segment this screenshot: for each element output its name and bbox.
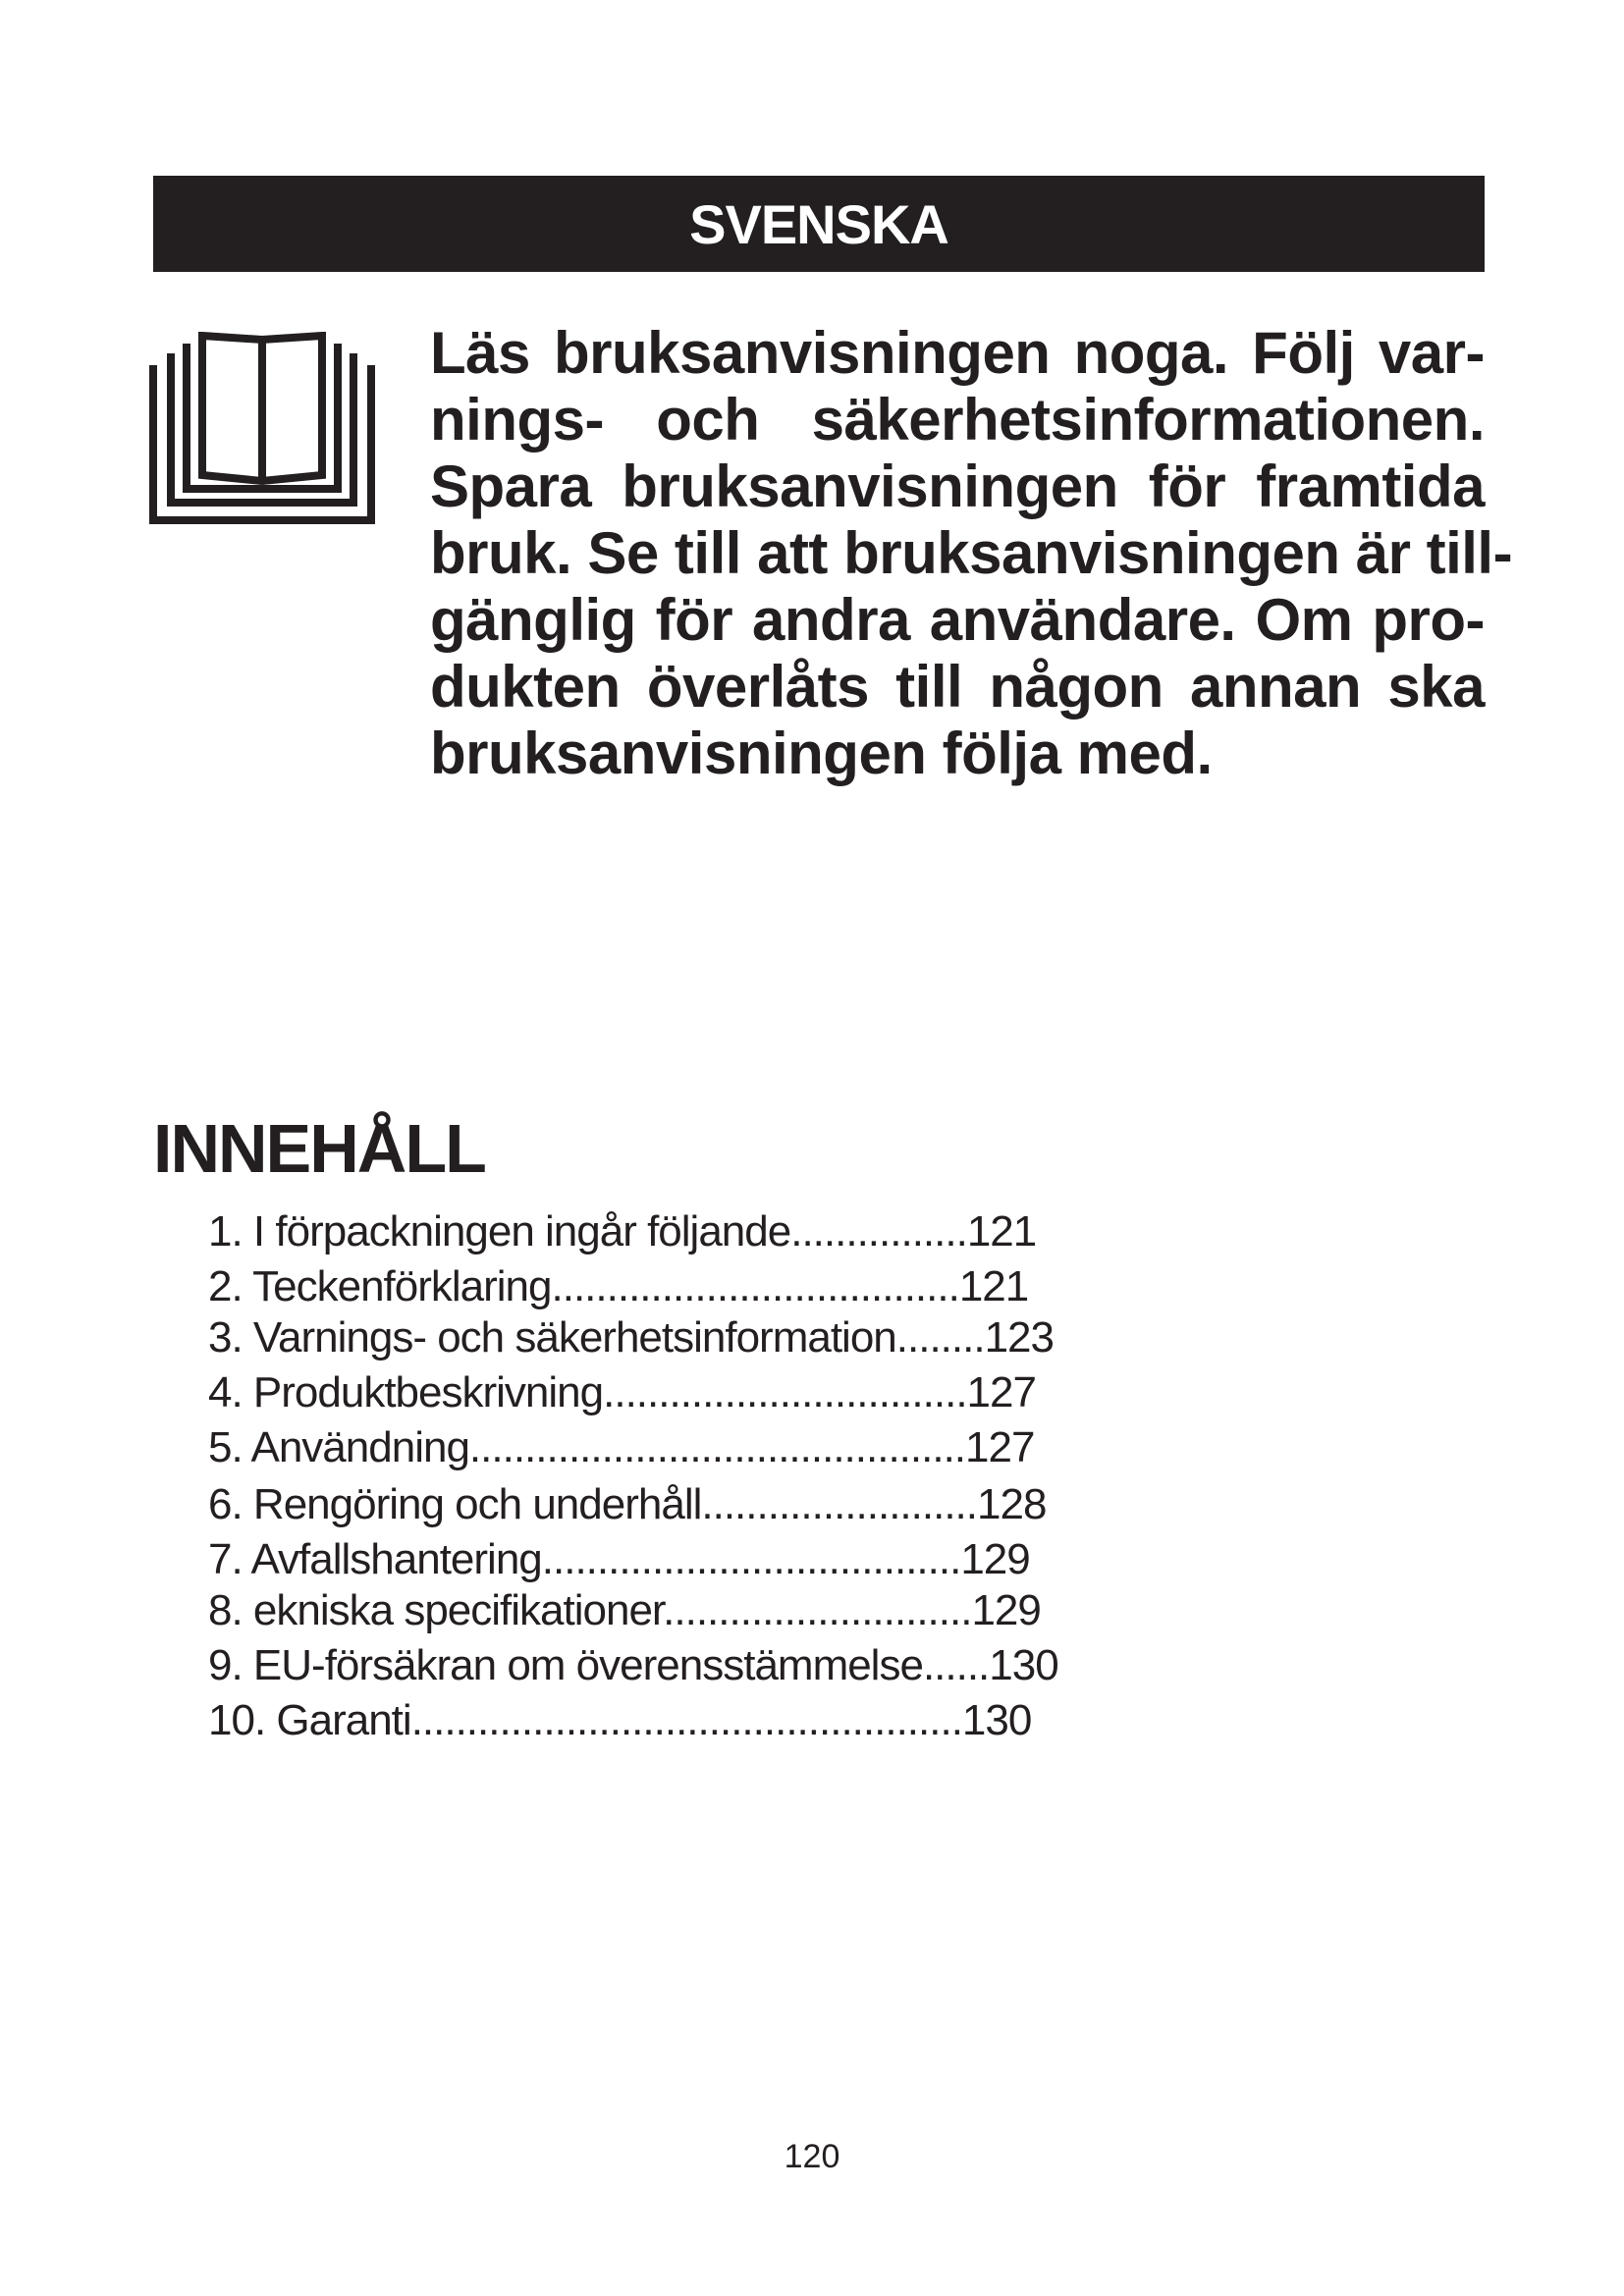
toc-entry-page: 130 <box>989 1641 1058 1689</box>
toc-entry[interactable] <box>208 1262 1028 1311</box>
language-header-label: SVENSKA <box>689 192 948 255</box>
toc-entry-label: 7. Avfallshantering <box>208 1535 542 1583</box>
toc-entry[interactable] <box>208 1368 1036 1417</box>
intro-line: nings- och säkerhetsinformationen. <box>430 387 1485 453</box>
toc-entry-label: 9. EU-försäkran om överensstämmelse <box>208 1641 923 1689</box>
toc-entry-label: 8. ekniska specifikationer <box>208 1586 664 1634</box>
toc-entry-leader: ..................................... <box>551 1262 959 1310</box>
toc-entry[interactable] <box>208 1696 1031 1745</box>
intro-line: dukten överlåts till någon annan ska <box>430 654 1485 720</box>
toc-entry-page: 123 <box>984 1313 1054 1362</box>
intro-line: bruk. Se till att bruksanvisningen är till- <box>430 520 1513 586</box>
toc-entry-label: 10. Garanti <box>208 1696 411 1744</box>
toc-entry-page: 121 <box>966 1207 1037 1255</box>
toc-entry[interactable] <box>208 1423 1034 1472</box>
toc-entry-label: 3. Varnings- och säkerhetsinformation <box>208 1313 896 1362</box>
toc-entry-label: 1. I förpackningen ingår följande <box>208 1207 791 1255</box>
toc-entry[interactable] <box>208 1535 1030 1584</box>
toc-entry-leader: ...... <box>922 1641 990 1689</box>
intro-line: Läs bruksanvisningen noga. Följ var- <box>430 320 1485 386</box>
toc-title: INNEHÅLL <box>153 1110 485 1187</box>
language-header <box>153 176 1485 272</box>
toc-entry-leader: ......................... <box>701 1480 977 1528</box>
toc-entry-page: 129 <box>971 1586 1041 1634</box>
toc-entry-leader: ................ <box>790 1207 967 1255</box>
toc-entry-leader: ................................. <box>603 1368 967 1416</box>
toc-entry-label: 6. Rengöring och underhåll <box>208 1480 702 1528</box>
toc-entry-page: 127 <box>965 1423 1035 1471</box>
open-book-icon <box>149 332 375 524</box>
intro-line: gänglig för andra användare. Om pro- <box>430 587 1485 653</box>
page-number: 120 <box>784 2138 840 2175</box>
toc-entry-label: 4. Produktbeskrivning <box>208 1368 604 1416</box>
toc-entry[interactable] <box>208 1641 1058 1690</box>
toc-entry-label: 2. Teckenförklaring <box>208 1262 552 1310</box>
toc-entry[interactable] <box>208 1313 1054 1362</box>
toc-entry-label: 5. Användning <box>208 1423 469 1471</box>
toc-entry-page: 128 <box>977 1480 1047 1528</box>
toc-entry[interactable] <box>208 1586 1041 1635</box>
toc-entry-page: 127 <box>966 1368 1036 1416</box>
toc-entry-leader: ...................................... <box>541 1535 961 1583</box>
toc-entry[interactable] <box>208 1207 1036 1256</box>
toc-entry-leader: ............................ <box>663 1586 972 1634</box>
toc-entry-leader: ............................................. <box>468 1423 966 1471</box>
intro-text <box>430 320 1513 787</box>
toc-entry-leader: ........ <box>895 1313 985 1362</box>
toc-entry-page: 129 <box>960 1535 1030 1583</box>
toc-entry[interactable] <box>208 1480 1046 1529</box>
intro-line: Spara bruksanvisningen för framtida <box>430 454 1485 519</box>
toc-entry-leader: .................................................. <box>410 1696 962 1744</box>
toc-entry-page: 121 <box>958 1262 1029 1310</box>
toc-entry-page: 130 <box>961 1696 1032 1744</box>
intro-line: bruksanvisningen följa med. <box>430 721 1213 786</box>
